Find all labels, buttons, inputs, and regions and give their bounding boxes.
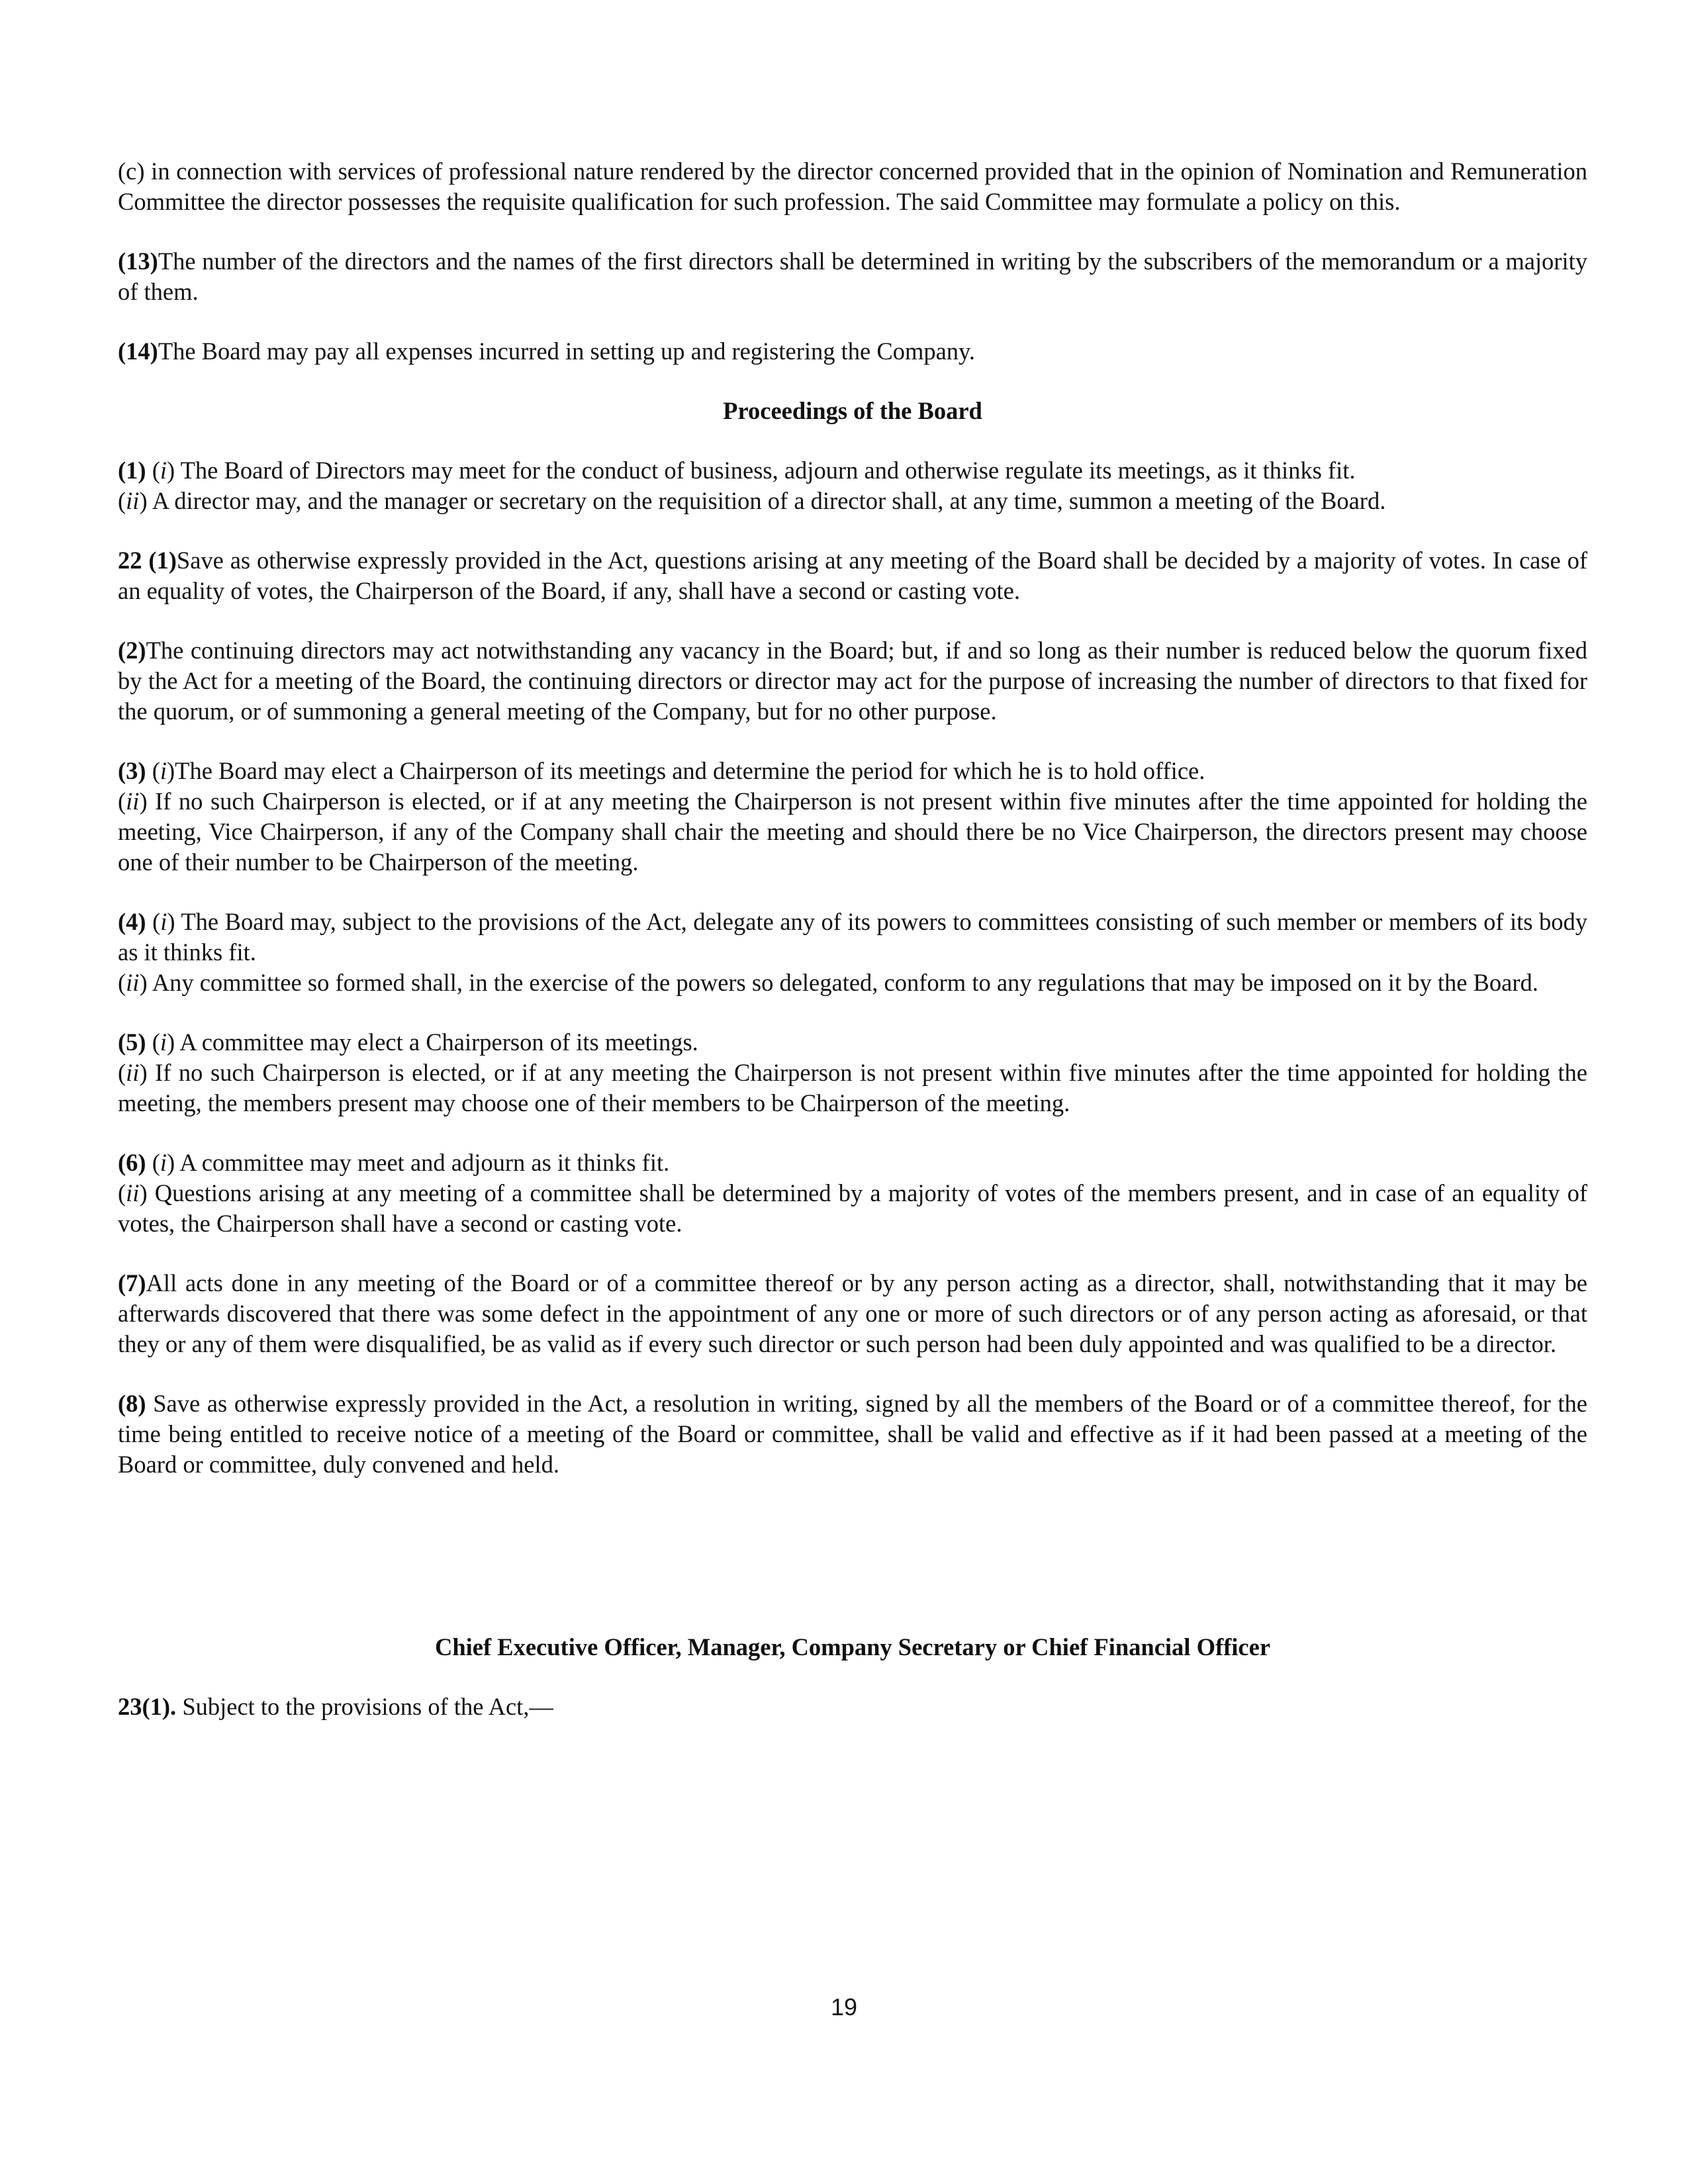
clause-6-number: (6): [118, 1149, 146, 1176]
paren-open: (: [118, 1059, 126, 1086]
section-heading-officers: Chief Executive Officer, Manager, Company Secretary or Chief Financial Officer: [434, 1633, 1271, 1661]
clause-4-sub-ii-text: ) Any committee so formed shall, in the exercise of the powers so delegated, conform to any regulations that may be imposed on it by the Board.: [139, 969, 1538, 996]
document-body: [118, 156, 1587, 1751]
paren-open: (: [118, 487, 126, 514]
clause-3-sub-ii-text: ) If no such Chairperson is elected, or if at any meeting the Chairperson is not present within five minutes after the time appointed for holding the meeting, Vice Chairperson, if any of the Company shall chair the meeting and should there be no Vice Chairperson, the directors present may choose one of their number to be Chairperson of the meeting.: [118, 788, 1587, 876]
clause-2-text: The continuing directors may act notwithstanding any vacancy in the Board; but, if and so long as their number is reduced below the quorum fixed by the Act for a meeting of the Board, the continuing directors or director may act for the purpose of increasing the number of directors to that fixed for the quorum, or of summoning a general meeting of the Company, but for no other purpose.: [118, 637, 1587, 725]
clause-5-sub-i: [118, 1027, 1587, 1058]
paren-open: (: [118, 969, 126, 996]
roman-numeral-i: i: [160, 457, 167, 484]
clause-6-sub-ii-text: ) Questions arising at any meeting of a committee shall be determined by a majority of votes of the members present, and in case of an equality of votes, the Chairperson shall have a second or casting vote.: [118, 1179, 1587, 1237]
clause-3-number: (3): [118, 757, 146, 784]
paren-open: (: [146, 1149, 160, 1176]
clause-3-sub-i: [118, 756, 1587, 786]
clause-14-text: The Board may pay all expenses incurred in setting up and registering the Company.: [158, 338, 976, 365]
clause-4-sub-i: [118, 907, 1587, 968]
clause-22-text: Save as otherwise expressly provided in the Act, questions arising at any meeting of the Board shall be decided by a majority of votes. In case of an equality of votes, the Chairperson of the Board, if any, shall have a second or casting vote.: [118, 547, 1587, 604]
roman-numeral-ii: ii: [126, 487, 140, 514]
clause-1-sub-i-text: ) The Board of Directors may meet for the conduct of business, adjourn and otherwise regulate its meetings, as it thinks fit.: [167, 457, 1356, 484]
clause-4-number: (4): [118, 908, 146, 935]
clause-1-number: (1): [118, 457, 146, 484]
clause-4: [118, 907, 1587, 998]
clause-7-text: All acts done in any meeting of the Board or of a committee thereof or by any person acting as a director, shall, notwithstanding that it may be afterwards discovered that there was some defect in the appointment of any one or more of such directors or of any person acting as aforesaid, or that they or any of them were disqualified, be as valid as if every such director or such person had been duly appointed and was qualified to be a director.: [118, 1269, 1587, 1357]
clause-13-text: The number of the directors and the names of the first directors shall be determined in writing by the subscribers of the memorandum or a majority of them.: [118, 248, 1587, 305]
roman-numeral-i: i: [160, 757, 167, 784]
clause-3: [118, 756, 1587, 878]
clause-2-number: (2): [118, 637, 146, 664]
clause-1-sub-i: [118, 455, 1587, 486]
roman-numeral-i: i: [160, 1028, 167, 1056]
clause-1: [118, 455, 1587, 516]
clause-5: [118, 1027, 1587, 1118]
section-heading-proceedings: Proceedings of the Board: [723, 397, 982, 424]
clause-5-sub-ii: [118, 1058, 1587, 1118]
clause-23: [118, 1692, 1587, 1722]
clause-3-sub-ii: [118, 786, 1587, 878]
clause-c: [118, 156, 1587, 217]
clause-13: [118, 246, 1587, 307]
paren-open: (: [146, 908, 161, 935]
clause-5-number: (5): [118, 1028, 146, 1056]
roman-numeral-ii: ii: [126, 1179, 140, 1206]
clause-8: [118, 1388, 1587, 1480]
roman-numeral-i: i: [160, 908, 167, 935]
clause-3-sub-i-text: )The Board may elect a Chairperson of its meetings and determine the period for which he is to hold office.: [167, 757, 1205, 784]
clause-13-number: (13): [118, 248, 158, 275]
clause-22: [118, 545, 1587, 606]
page-number: 19: [830, 1993, 858, 2021]
clause-14-number: (14): [118, 338, 158, 365]
paren-open: (: [118, 1179, 126, 1206]
clause-22-number: 22 (1): [118, 547, 177, 574]
clause-8-number: (8): [118, 1390, 146, 1417]
roman-numeral-ii: ii: [126, 969, 140, 996]
roman-numeral-ii: ii: [126, 1059, 140, 1086]
clause-7-number: (7): [118, 1269, 146, 1297]
clause-1-sub-ii-text: ) A director may, and the manager or secretary on the requisition of a director shall, at any time, summon a meeting of the Board.: [139, 487, 1386, 514]
clause-5-sub-ii-text: ) If no such Chairperson is elected, or if at any meeting the Chairperson is not present within five minutes after the time appointed for holding the meeting, the members present may choose one of their members to be Chairperson of the meeting.: [118, 1059, 1587, 1116]
roman-numeral-i: i: [160, 1149, 167, 1176]
paren-open: (: [146, 1028, 160, 1056]
clause-2: [118, 635, 1587, 727]
clause-6: [118, 1148, 1587, 1239]
paren-open: (: [146, 757, 160, 784]
clause-23-text: Subject to the provisions of the Act,—: [176, 1693, 553, 1720]
paren-open: (: [146, 457, 160, 484]
clause-23-number: 23(1).: [118, 1693, 177, 1720]
clause-1-sub-ii: [118, 486, 1587, 516]
paren-open: (: [118, 788, 126, 815]
clause-8-text: Save as otherwise expressly provided in the Act, a resolution in writing, signed by all the members of the Board or of a committee thereof, for the time being entitled to receive notice of a meeting of the Board or committee, shall be valid and effective as if it had been passed at a meeting of the Board or committee, duly convened and held.: [118, 1390, 1587, 1478]
clause-c-text: (c) in connection with services of professional nature rendered by the director concerned provided that in the opinion of Nomination and Remuneration Committee the director possesses the requisite qualification for such profession. The said Committee may formulate a policy on this.: [118, 158, 1587, 215]
clause-14: [118, 336, 1587, 367]
clause-4-sub-i-text: ) The Board may, subject to the provisions of the Act, delegate any of its powers to committees consisting of such member or members of its body as it thinks fit.: [118, 908, 1588, 966]
clause-7: [118, 1268, 1587, 1359]
clause-5-sub-i-text: ) A committee may elect a Chairperson of its meetings.: [167, 1028, 698, 1056]
clause-6-sub-i: [118, 1148, 1587, 1178]
clause-4-sub-ii: [118, 968, 1587, 998]
clause-6-sub-i-text: ) A committee may meet and adjourn as it thinks fit.: [167, 1149, 670, 1176]
clause-6-sub-ii: [118, 1178, 1587, 1239]
roman-numeral-ii: ii: [126, 788, 140, 815]
